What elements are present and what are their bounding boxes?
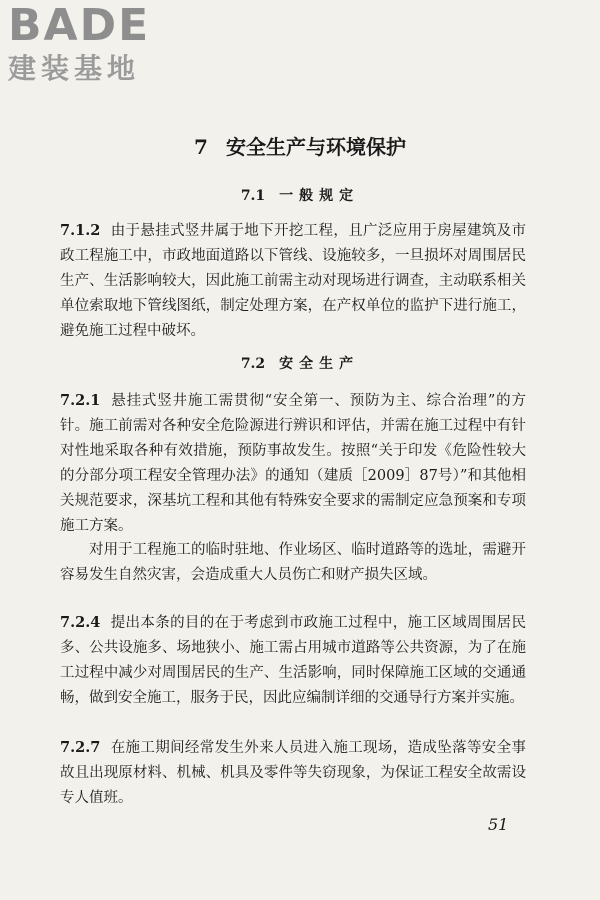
chapter-number: 7 (194, 135, 208, 159)
chapter-title (0, 134, 600, 160)
clause-text: 由于悬挂式竖井属于地下开挖工程，且广泛应用于房屋建筑及市政工程施工中，市政地面道路以下管线、设施较多，一旦损坏对周围居民生产、生活影响较大，因此施工前需主动对现场进行调查，主动联系相关单位索取地下管线图纸，制定处理方案，在产权单位的监护下进行施工，避免施工过程中破坏。 (60, 223, 526, 339)
section-number: 7.2 (240, 356, 266, 372)
clause-text: 悬挂式竖井施工需贯彻“安全第一、预防为主、综合治理”的方针。施工前需对各种安全危险源进行辨识和评估，并需在施工过程中有针对性地采取各种有效措施，预防事故发生。按照“关于印发《危险性较大的分部分项工程安全管理办法》的通知（建质［2009］87号）”和其他相关规范要求，深基坑工程和其他有特殊安全要求的需制定应急预案和专项施工方案。 (60, 393, 526, 534)
clause-number: 7.2.1 (60, 392, 101, 409)
clause-text: 提出本条的目的在于考虑到市政施工过程中，施工区域周围居民多、公共设施多、场地狭小、施工需占用城市道路等公共资源，为了在施工过程中减少对周围居民的生产、生活影响，同时保障施工区域的交通通畅，做到安全施工，服务于民，因此应编制详细的交通导行方案并实施。 (60, 615, 526, 706)
clause-number: 7.1.2 (60, 222, 101, 239)
section-title-text: 一般规定 (279, 188, 360, 204)
clause-7-2-1 (60, 388, 526, 539)
clause-7-1-2 (60, 218, 526, 344)
logo-wordmark: BADE (8, 0, 151, 51)
chapter-title-text: 安全生产与环境保护 (225, 135, 406, 159)
section-heading-7-2 (0, 354, 600, 374)
section-title-text: 安全生产 (279, 356, 360, 372)
clause-7-2-4 (60, 610, 526, 711)
section-number: 7.1 (240, 188, 266, 204)
clause-number: 7.2.4 (60, 614, 101, 631)
clause-number: 7.2.7 (60, 739, 101, 756)
section-heading-7-1 (0, 186, 600, 206)
clause-7-2-7 (60, 735, 526, 811)
paragraph-text: 对用于工程施工的临时驻地、作业场区、临时道路等的选址，需避开容易发生自然灾害，会造成重大人员伤亡和财产损失区域。 (60, 542, 526, 583)
clause-text: 在施工期间经常发生外来人员进入施工现场，造成坠落等安全事故且出现原材料、机械、机具及零件等失窃现象，为保证工程安全故需设专人值班。 (60, 740, 526, 806)
page-number: 51 (488, 815, 509, 834)
bade-logo (8, 0, 178, 88)
paragraph-temporary-sites (60, 538, 526, 588)
logo-subtitle: 建装基地 (8, 52, 141, 85)
